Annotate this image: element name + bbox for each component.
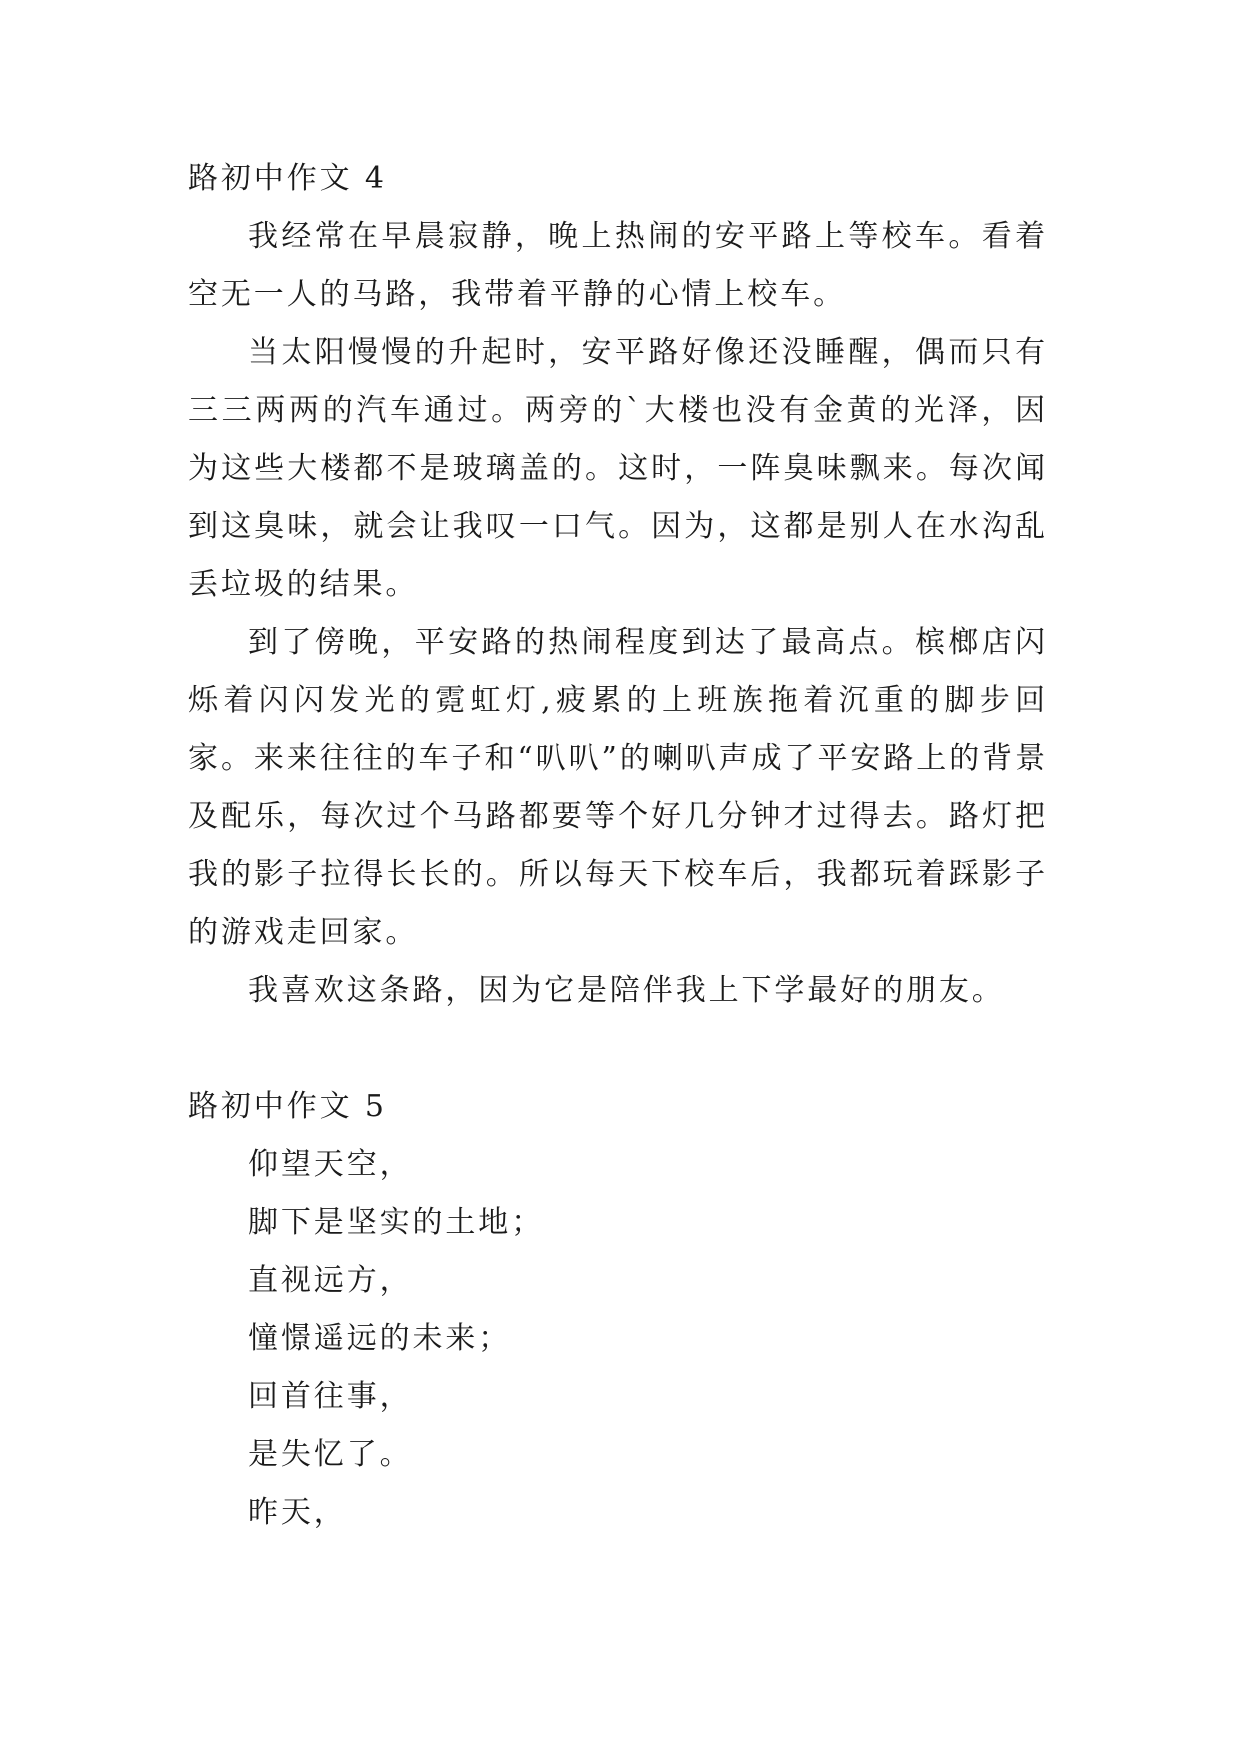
section-heading-4: 路初中作文 4: [188, 161, 387, 196]
section-spacer: [188, 1020, 1048, 1078]
poem-line: 回首往事，: [248, 1379, 413, 1414]
poem-line: 仰望天空，: [248, 1147, 413, 1182]
poem-line: 脚下是坚实的土地；: [248, 1205, 545, 1240]
essay-4-paragraph-3: 到了傍晚，平安路的热闹程度到达了最高点。槟榔店闪烁着闪闪发光的霓虹灯,疲累的上班族拖着沉重的脚步回家。来来往往的车子和“叭叭”的喇叭声成了平安路上的背景及配乐，每次过个马路都要等个好几分钟才过得去。路灯把我的影子拉得长长的。所以每天下校车后，我都玩着踩影子的游戏走回家。: [188, 625, 1048, 950]
essay-4-paragraph-2: 当太阳慢慢的升起时，安平路好像还没睡醒，偶而只有三三两两的汽车通过。两旁的`大楼也没有金黄的光泽，因为这些大楼都不是玻璃盖的。这时，一阵臭味飘来。每次闻到这臭味，就会让我叹一口气。因为，这都是别人在水沟乱丢垃圾的结果。: [188, 335, 1048, 602]
poem-line: 昨天，: [248, 1495, 347, 1530]
poem-line: 憧憬遥远的未来；: [248, 1321, 512, 1356]
poem-lines: [188, 1136, 1048, 1542]
section-heading-5: 路初中作文 5: [188, 1089, 387, 1124]
document-body: [188, 150, 1048, 1542]
essay-4-paragraph-1: 我经常在早晨寂静，晚上热闹的安平路上等校车。看着空无一人的马路，我带着平静的心情上校车。: [188, 219, 1048, 312]
poem-line: 直视远方，: [248, 1263, 413, 1298]
poem-line: 是失忆了。: [248, 1437, 413, 1472]
essay-4-paragraph-4: 我喜欢这条路，因为它是陪伴我上下学最好的朋友。: [248, 973, 1005, 1008]
